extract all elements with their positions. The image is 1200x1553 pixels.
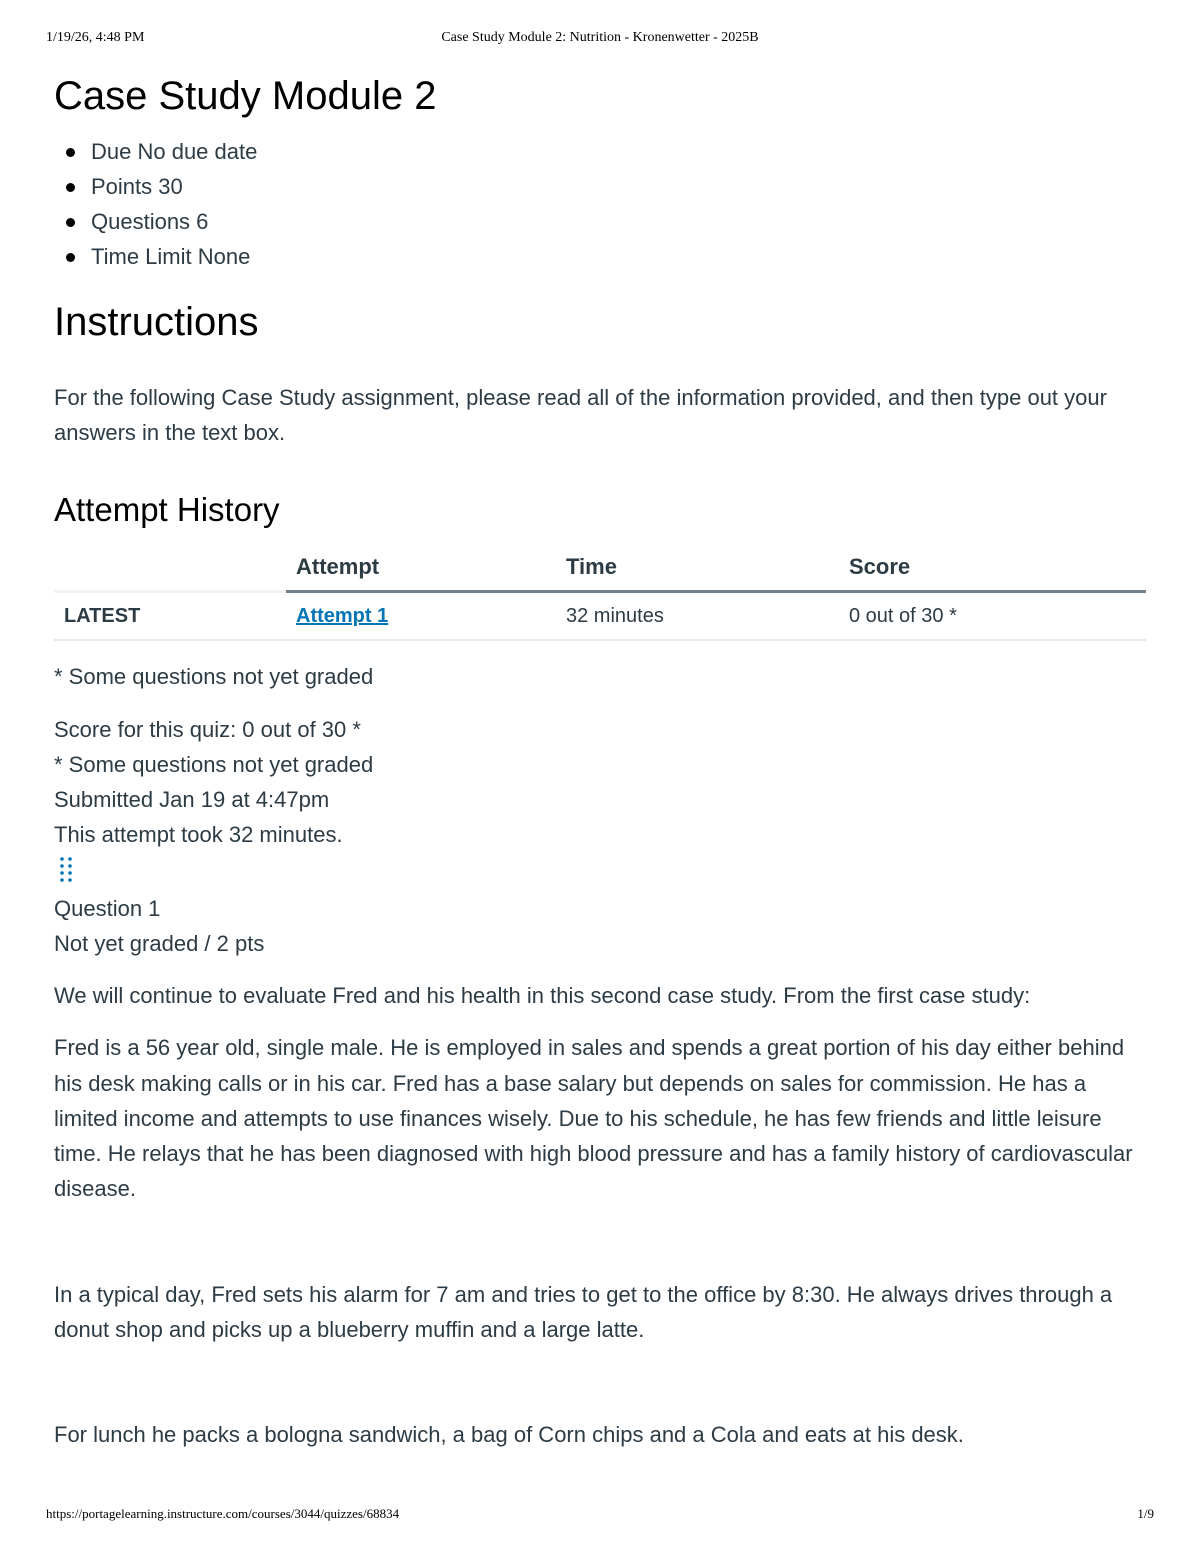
quiz-content [54,70,1146,1453]
bullet-icon [66,253,75,262]
attempt-time-cell: 32 minutes [556,592,839,641]
attempt-cell [286,592,556,641]
instructions-text: For the following Case Study assignment, please read all of the information provided, and then type out your answers in the text box. [54,385,1107,445]
attempt-history-heading: Attempt History [54,491,280,528]
quiz-meta-list [54,134,1146,274]
quiz-meta-time-limit [91,239,1146,274]
bullet-icon [66,183,75,192]
attempt-table-header-attempt: Attempt [286,544,556,592]
print-page-title: Case Study Module 2: Nutrition - Kronenwetter - 2025B [441,30,759,45]
question-title: Question 1 [54,896,161,921]
quiz-meta-questions-text: Questions 6 [91,209,209,234]
question-status: Not yet graded / 2 pts [54,931,265,956]
table-row [54,592,1146,641]
attempt-history-table [54,544,1146,641]
quiz-meta-due [91,134,1146,169]
bullet-icon [66,218,75,227]
attempt-row-label: LATEST [54,592,286,641]
quiz-meta-time-limit-text: Time Limit None [91,244,251,269]
drag-handle-icon[interactable] [54,856,84,891]
submission-note: * Some questions not yet graded [54,752,374,777]
print-page-number: 1/9 [1137,1506,1154,1521]
attempt-1-link[interactable]: Attempt 1 [296,604,389,627]
question-paragraph: In a typical day, Fred sets his alarm for 7 am and tries to get to the office by 8:30. He always drives through a donut shop and picks up a blueberry muffin and a large latte. [54,1281,1113,1343]
quiz-title: Case Study Module 2 [54,74,437,118]
attempt-table-header-blank [54,544,286,592]
quiz-meta-due-text: Due No due date [91,139,258,164]
quiz-meta-points [91,169,1146,204]
drag-dots-icon [58,856,74,882]
attempt-score-cell: 0 out of 30 * [839,592,1146,641]
print-url: https://portagelearning.instructure.com/courses/3044/quizzes/68834 [46,1506,400,1521]
question-paragraph: For lunch he packs a bologna sandwich, a bag of Corn chips and a Cola and eats at his desk. [54,1422,964,1448]
instructions-heading: Instructions [54,300,259,344]
question-paragraph: Fred is a 56 year old, single male. He is employed in sales and spends a great portion of his day either behind his desk making calls or in his car. Fred has a base salary but depends on sales for commission. He has a limited income and attempts to use finances wisely. Due to his schedule, he has few friends and little leisure time. He relays that he has been diagnosed with high blood pressure and has a family history of cardiovascular disease. [54,1035,1133,1202]
submitted-time: Submitted Jan 19 at 4:47pm [54,787,330,812]
print-datetime: 1/19/26, 4:48 PM [46,30,145,45]
print-footer [46,1506,1154,1526]
print-header [46,30,1154,50]
bullet-icon [66,148,75,157]
question-paragraph: We will continue to evaluate Fred and his health in this second case study. From the first case study: [54,983,1031,1008]
quiz-meta-questions [91,204,1146,239]
attempt-table-header-time: Time [556,544,839,592]
attempt-history-note: * Some questions not yet graded [54,664,374,689]
attempt-table-header-score: Score [839,544,1146,592]
attempt-table-header-row [54,544,1146,592]
attempt-duration: This attempt took 32 minutes. [54,822,343,847]
quiz-score: Score for this quiz: 0 out of 30 * [54,717,361,742]
quiz-meta-points-text: Points 30 [91,174,183,199]
submission-details [54,712,1146,961]
